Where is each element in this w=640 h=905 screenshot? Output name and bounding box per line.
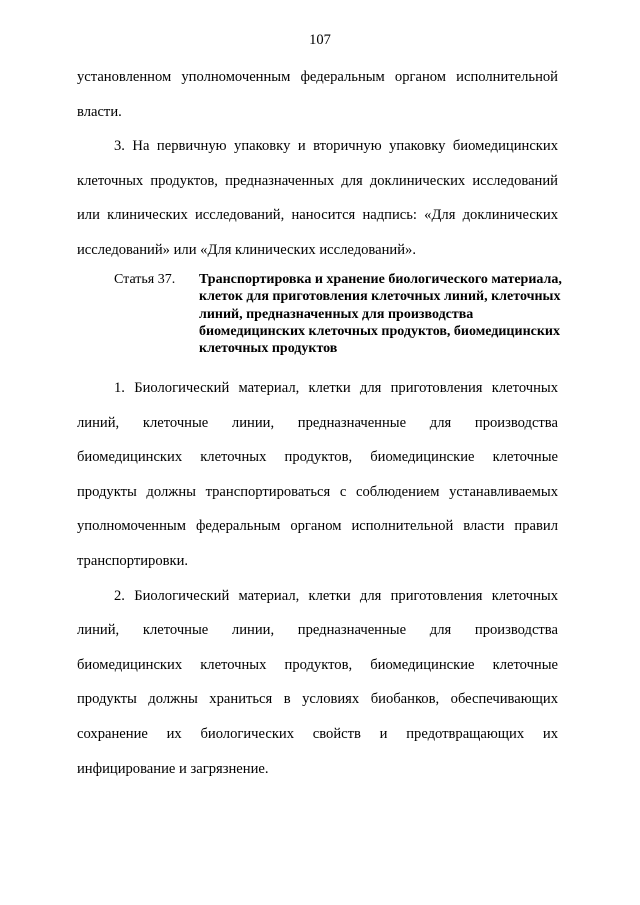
article-label: Статья 37.	[114, 272, 176, 287]
body-text-bottom	[77, 371, 558, 786]
article-title: Транспортировка и хранение биологического материала, клеток для приготовления клеточных линий, клеточных линий, предназначенных для производства биомедицинских клеточных продуктов, биомедицинских клеточных продуктов	[199, 272, 562, 357]
paragraph-continuation: установленном уполномоченным федеральным органом исполнительной власти.	[77, 69, 558, 120]
body-text-top	[77, 60, 558, 268]
paragraph-1: 1. Биологический материал, клетки для приготовления клеточных линий, клеточные линии, предназначенные для производства биомедицинских клеточных продуктов, биомедицинские клеточные продукты должны транспортироваться с соблюдением устанавливаемых уполномоченным федеральным органом исполнительной власти правил транспортировки.	[77, 380, 558, 569]
paragraph-3: 3. На первичную упаковку и вторичную упаковку биомедицинских клеточных продуктов, предназначенных для доклинических исследований или клинических исследований, наносится надпись: «Для доклинических исследований» или «Для клинических исследований».	[77, 138, 558, 258]
paragraph-2: 2. Биологический материал, клетки для приготовления клеточных линий, клеточные линии, предназначенные для производства биомедицинских клеточных продуктов, биомедицинские клеточные продукты должны храниться в условиях биобанков, обеспечивающих сохранение их биологических свойств и предотвращающих их инфицирование и загрязнение.	[77, 587, 558, 777]
page-number: 107	[309, 32, 331, 48]
